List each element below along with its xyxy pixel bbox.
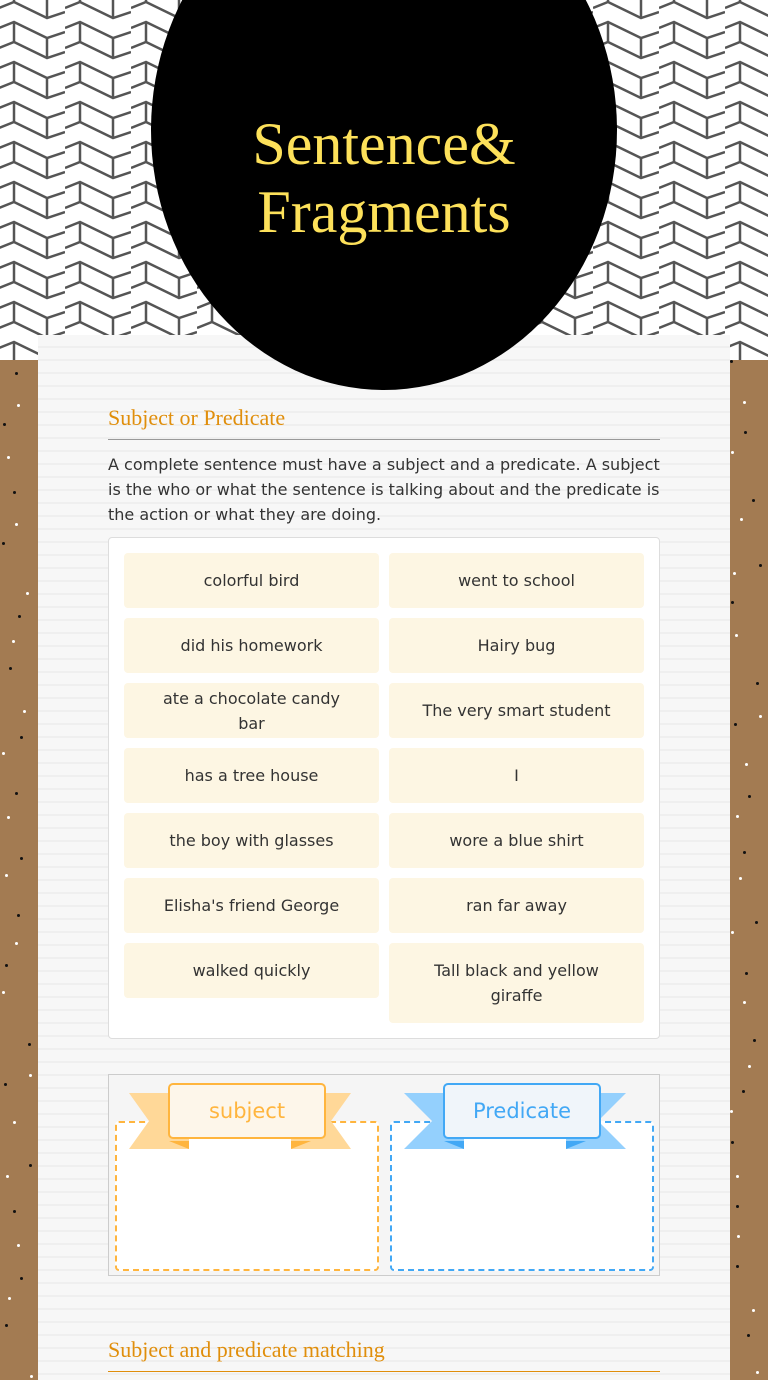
cork-dot <box>15 523 18 526</box>
instructions-text: A complete sentence must have a subject and a predicate. A subject is the who or what the sentence is talking about and the predicate is the action or what they are doing. <box>108 455 660 524</box>
draggable-card[interactable]: colorful bird <box>124 553 379 608</box>
sort-area <box>108 1074 660 1276</box>
cork-dot <box>4 1083 7 1086</box>
title-line-2: Fragments <box>257 179 511 245</box>
cork-dot <box>731 931 734 934</box>
cork-dot <box>23 710 26 713</box>
cork-dot <box>6 1175 9 1178</box>
cork-dot <box>8 1297 11 1300</box>
cork-dot <box>747 1334 750 1337</box>
cork-dot <box>745 763 748 766</box>
cork-dot <box>26 592 29 595</box>
cork-dot <box>745 972 748 975</box>
cork-dot <box>15 372 18 375</box>
cork-dot <box>737 1235 740 1238</box>
cork-dot <box>17 404 20 407</box>
cork-dot <box>17 1244 20 1247</box>
cork-dot <box>733 572 736 575</box>
cork-dot <box>12 640 15 643</box>
draggable-card[interactable]: wore a blue shirt <box>389 813 644 868</box>
cork-dot <box>5 964 8 967</box>
draggable-card[interactable]: I <box>389 748 644 803</box>
subject-label: subject <box>168 1083 326 1139</box>
cork-dot <box>736 815 739 818</box>
cork-dot <box>7 456 10 459</box>
cork-dot <box>736 1175 739 1178</box>
cork-dot <box>28 1043 31 1046</box>
card-pool <box>108 537 660 1039</box>
cork-dot <box>736 1205 739 1208</box>
cork-dot <box>756 1371 759 1374</box>
cork-dot <box>5 1324 8 1327</box>
cork-dot <box>15 942 18 945</box>
page-title <box>151 110 617 246</box>
cork-dot <box>736 1265 739 1268</box>
cork-dot <box>20 1277 23 1280</box>
cork-dot <box>759 715 762 718</box>
cork-dot <box>20 857 23 860</box>
cork-dot <box>739 877 742 880</box>
section-heading: Subject and predicate matching <box>108 1337 660 1372</box>
cork-dot <box>15 792 18 795</box>
title-line-1: Sentence& <box>252 111 516 177</box>
cork-dot <box>731 1141 734 1144</box>
draggable-card[interactable]: the boy with glasses <box>124 813 379 868</box>
cork-border-left <box>0 360 38 1380</box>
cork-dot <box>734 723 737 726</box>
cork-dot <box>753 1039 756 1042</box>
draggable-card[interactable]: walked quickly <box>124 943 379 998</box>
cork-dot <box>2 752 5 755</box>
cork-dot <box>9 667 12 670</box>
cork-dot <box>13 1210 16 1213</box>
cork-border-right <box>730 360 768 1380</box>
draggable-card[interactable]: did his homework <box>124 618 379 673</box>
cork-dot <box>759 564 762 567</box>
cork-dot <box>5 874 8 877</box>
cork-dot <box>3 423 6 426</box>
cork-dot <box>752 1309 755 1312</box>
cork-dot <box>29 1164 32 1167</box>
cork-dot <box>755 921 758 924</box>
cork-dot <box>743 401 746 404</box>
draggable-card[interactable]: The very smart student <box>389 683 644 738</box>
draggable-card[interactable]: ran far away <box>389 878 644 933</box>
section-heading: Subject or Predicate <box>108 405 660 440</box>
cork-dot <box>742 1090 745 1093</box>
cork-dot <box>740 518 743 521</box>
cork-dot <box>731 451 734 454</box>
cork-dot <box>13 491 16 494</box>
cork-dot <box>731 601 734 604</box>
cork-dot <box>20 736 23 739</box>
predicate-label: Predicate <box>443 1083 601 1139</box>
draggable-card[interactable]: ate a chocolate candy bar <box>124 683 379 738</box>
cork-dot <box>2 991 5 994</box>
cork-dot <box>13 1121 16 1124</box>
cork-dot <box>743 1001 746 1004</box>
cork-dot <box>2 542 5 545</box>
cork-dot <box>7 816 10 819</box>
cork-dot <box>18 615 21 618</box>
cork-dot <box>744 431 747 434</box>
cork-dot <box>743 851 746 854</box>
cork-dot <box>730 1110 733 1113</box>
draggable-card[interactable]: has a tree house <box>124 748 379 803</box>
cork-dot <box>735 634 738 637</box>
cork-dot <box>752 499 755 502</box>
cork-dot <box>30 1375 33 1378</box>
cork-dot <box>756 682 759 685</box>
cork-dot <box>748 1065 751 1068</box>
cork-dot <box>29 1074 32 1077</box>
cork-dot <box>748 795 751 798</box>
draggable-card[interactable]: went to school <box>389 553 644 608</box>
cork-dot <box>730 360 733 363</box>
draggable-card[interactable]: Tall black and yellow giraffe <box>389 943 644 1023</box>
draggable-card[interactable]: Elisha's friend George <box>124 878 379 933</box>
cork-dot <box>17 914 20 917</box>
draggable-card[interactable]: Hairy bug <box>389 618 644 673</box>
